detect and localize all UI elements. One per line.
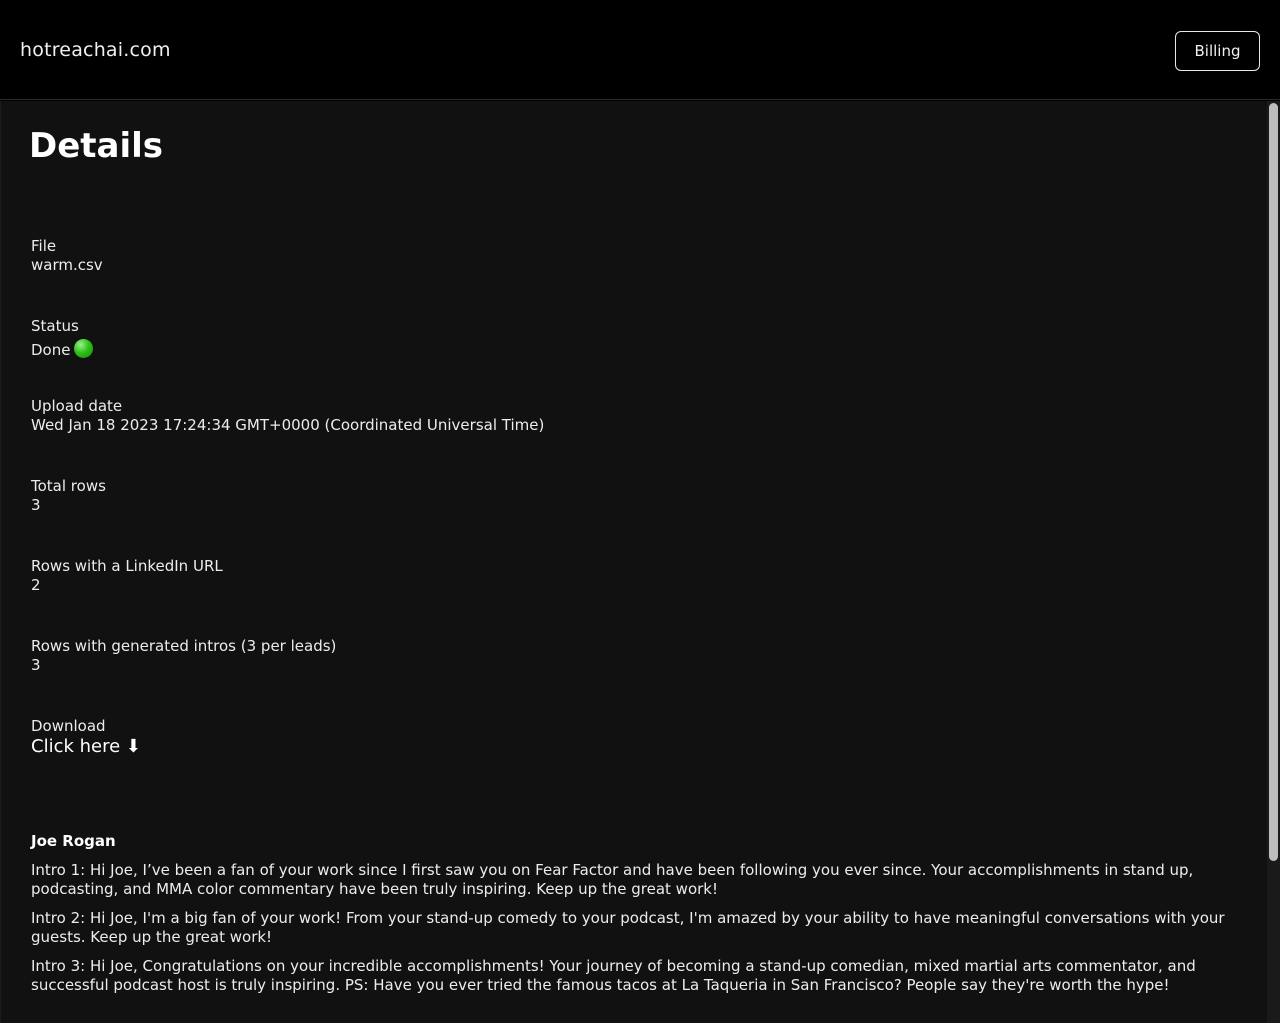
status-label: Status	[31, 317, 79, 335]
file-field	[31, 237, 1231, 275]
lead-card	[31, 832, 1241, 1005]
status-value: Done	[31, 341, 71, 359]
file-label: File	[31, 237, 57, 255]
total-rows-field	[31, 477, 1231, 515]
status-value-row	[31, 339, 1231, 360]
upload-date-label: Upload date	[31, 397, 123, 415]
scrollbar-thumb[interactable]	[1269, 103, 1278, 861]
linkedin-rows-label: Rows with a LinkedIn URL	[31, 557, 223, 575]
intro-rows-value: 3	[31, 656, 41, 674]
download-label: Download	[31, 717, 106, 735]
lead-name: Joe Rogan	[31, 832, 116, 850]
total-rows-value: 3	[31, 496, 41, 514]
download-link[interactable]: Click here ⬇	[31, 736, 141, 757]
intro-rows-label: Rows with generated intros (3 per leads)	[31, 637, 337, 655]
file-value: warm.csv	[31, 256, 103, 274]
status-field	[31, 317, 1231, 360]
linkedin-rows-value: 2	[31, 576, 41, 594]
intro-rows-field	[31, 637, 1231, 675]
brand-name[interactable]: hotreachai.com	[20, 39, 171, 61]
intro-text: Intro 1: Hi Joe, I’ve been a fan of your work since I first saw you on Fear Factor and have been following you ever since. Your accomplishments in stand up, podcasting, and MMA color commentary have been truly inspiring. Keep up the great work!	[31, 861, 1194, 898]
upload-date-field	[31, 397, 1231, 435]
main-content	[0, 101, 1267, 1023]
intro-text: Intro 3: Hi Joe, Congratulations on your incredible accomplishments! Your journey of becoming a stand-up comedian, mixed martial arts commentator, and successful podcast host is truly inspiring. PS: Have you ever tried the famous tacos at La Taqueria in San Francisco? People say they're worth the hype!	[31, 957, 1196, 994]
total-rows-label: Total rows	[31, 477, 106, 495]
linkedin-rows-field	[31, 557, 1231, 595]
vertical-scrollbar[interactable]	[1267, 101, 1280, 1023]
page-title: Details	[29, 126, 164, 166]
download-field	[31, 717, 1231, 758]
billing-button[interactable]: Billing	[1175, 31, 1260, 71]
top-nav-bar	[0, 0, 1280, 100]
intro-text: Intro 2: Hi Joe, I'm a big fan of your work! From your stand-up comedy to your podcast, I'm amazed by your ability to have meaningful conversations with your guests. Keep up the great work!	[31, 909, 1225, 946]
green-circle-icon	[74, 339, 93, 358]
upload-date-value: Wed Jan 18 2023 17:24:34 GMT+0000 (Coordinated Universal Time)	[31, 416, 545, 434]
